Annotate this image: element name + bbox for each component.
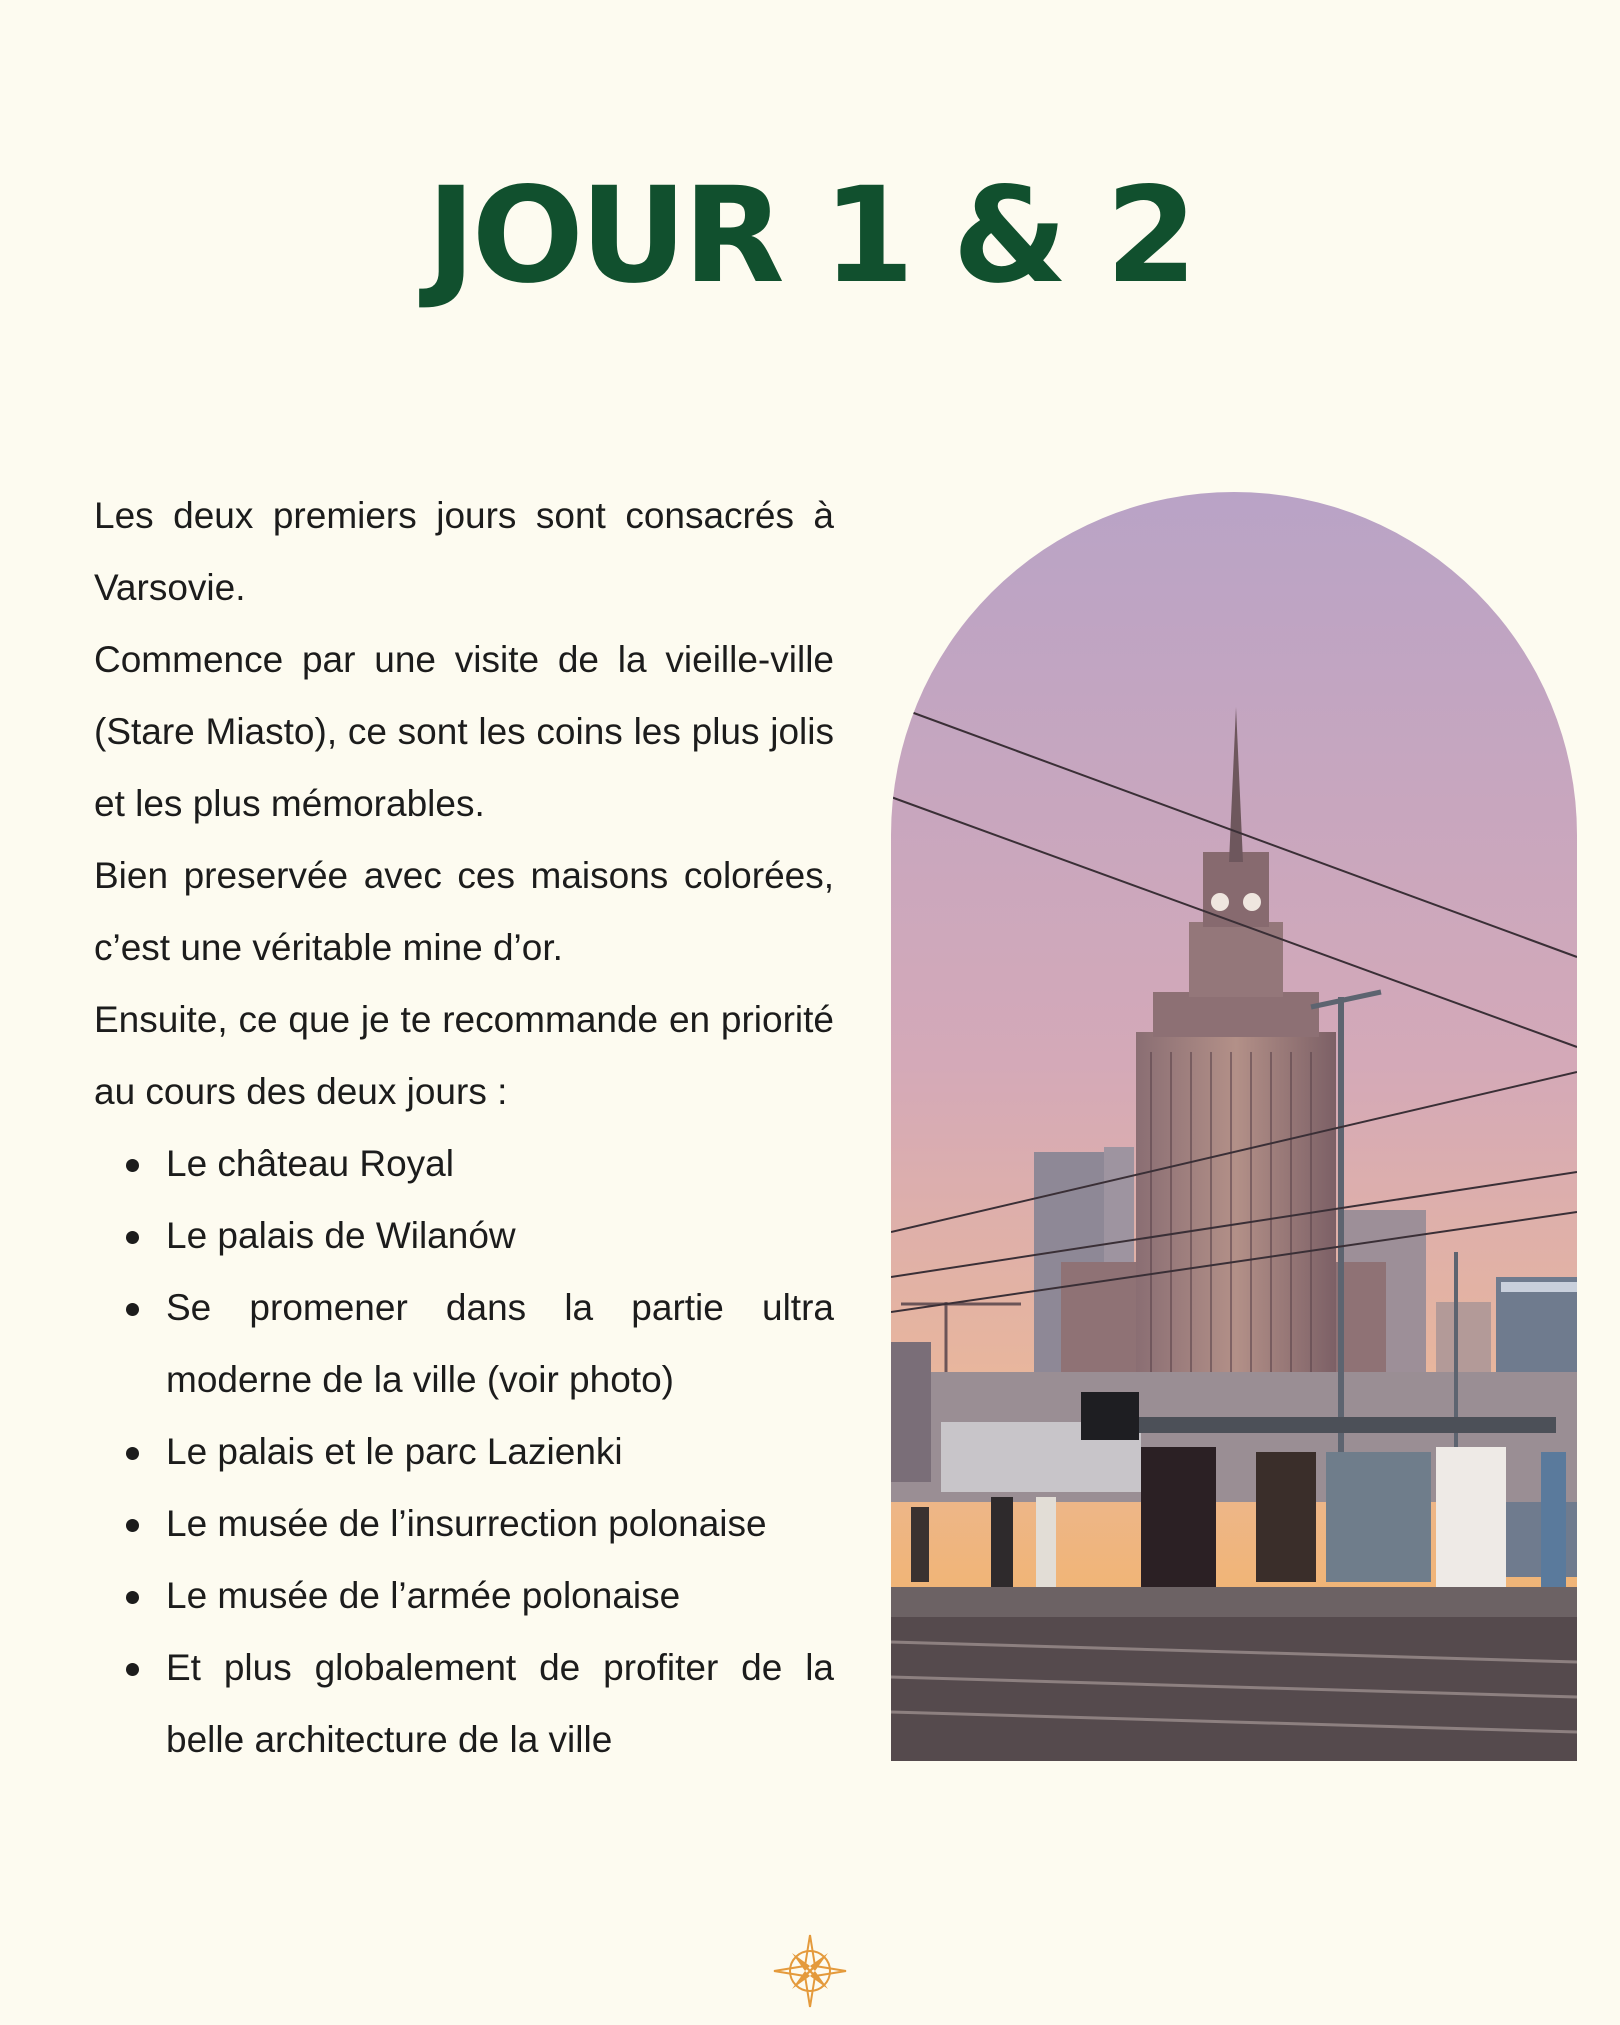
page-title: JOUR 1 & 2	[426, 159, 1194, 313]
list-item: Et plus globalement de profiter de la belle architecture de la ville	[94, 1632, 834, 1776]
list-item: Le musée de l’insurrection polonaise	[94, 1488, 834, 1560]
list-item: Le château Royal	[94, 1128, 834, 1200]
list-item: Le palais et le parc Lazienki	[94, 1416, 834, 1488]
paragraph-intro: Les deux premiers jours sont consacrés à Varsovie.	[94, 495, 834, 608]
paragraph-houses: Bien preservée avec ces maisons colorées, c’est une véritable mine d’or.	[94, 855, 834, 968]
list-item: Se promener dans la partie ultra moderne de la ville (voir photo)	[94, 1272, 834, 1416]
list-item: Le musée de l’armée polonaise	[94, 1560, 834, 1632]
paragraph-recommend: Ensuite, ce que je te recommande en priorité au cours des deux jours :	[94, 999, 834, 1112]
recommendation-list	[94, 1128, 834, 1776]
body-text	[94, 480, 834, 1776]
compass-rose-icon	[772, 1933, 848, 2009]
list-item: Le palais de Wilanów	[94, 1200, 834, 1272]
paragraph-old-town: Commence par une visite de la vieille-ville (Stare Miasto), ce sont les coins les plus jolis et les plus mémorables.	[94, 639, 834, 824]
palace-of-culture-photo	[891, 492, 1577, 1761]
